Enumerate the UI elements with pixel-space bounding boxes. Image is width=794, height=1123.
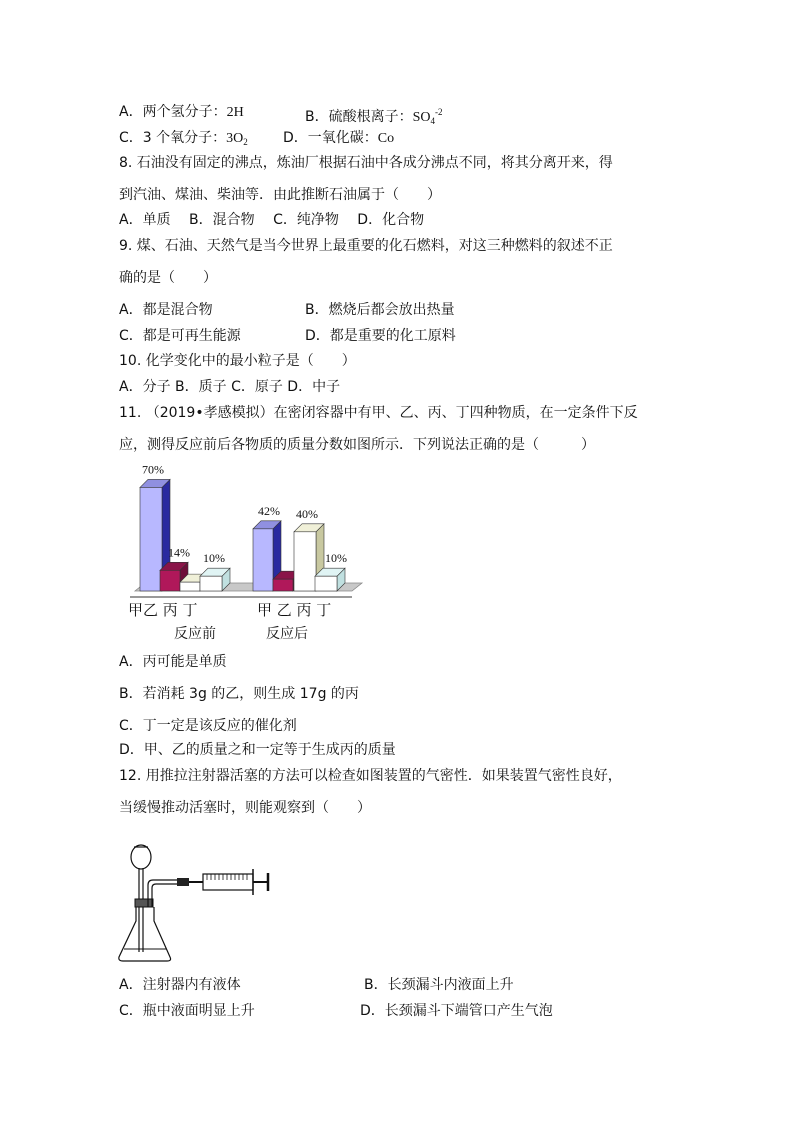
q7-option-a: A．两个氢分子：2H bbox=[119, 104, 244, 120]
q11-option-c: C．丁一定是该反应的催化剂 bbox=[119, 718, 297, 734]
q9-option-b: B．燃烧后都会放出热量 bbox=[305, 302, 455, 318]
rubber-connector bbox=[177, 878, 189, 886]
q11-option-d: D．甲、乙的质量之和一定等于生成丙的质量 bbox=[119, 742, 396, 758]
bar-g2-ding bbox=[315, 576, 337, 591]
q7-option-d: D．一氧化碳：Co bbox=[283, 130, 395, 146]
data-label-g1-ding: 10% bbox=[203, 551, 225, 566]
bar-g1-ding bbox=[200, 576, 222, 591]
q9-option-c: C．都是可再生能源 bbox=[119, 328, 241, 344]
q9-option-a: A．都是混合物 bbox=[119, 302, 213, 318]
q9-stem-line1: 9. 煤、石油、天然气是当今世界上最重要的化石燃料，对这三种燃料的叙述不正 bbox=[119, 238, 613, 254]
q11-option-a: A．丙可能是单质 bbox=[119, 654, 227, 670]
bar-g1-bing bbox=[180, 582, 200, 591]
chart-group1-name: 反应前 bbox=[174, 626, 216, 642]
bar-g1-jia bbox=[140, 487, 162, 591]
chart-group1-category-labels: 甲乙 丙 丁 bbox=[128, 601, 198, 619]
q7-option-c: C．3 个氧分子：$3O_2$ bbox=[119, 130, 248, 147]
q7-option-b: B．硫酸根离子：$SO_4^{-2}$ bbox=[305, 107, 443, 126]
data-label-g1-yi: 14% bbox=[168, 545, 190, 560]
bar-g2-jia bbox=[253, 529, 273, 591]
q12-option-c: C．瓶中液面明显上升 bbox=[119, 1003, 255, 1019]
chart-group2-name: 反应后 bbox=[266, 626, 308, 642]
q12-stem-line1: 12. 用推拉注射器活塞的方法可以检查如图装置的气密性．如果装置气密性良好， bbox=[119, 768, 622, 784]
q11-stem-line2: 应，测得反应前后各物质的质量分数如图所示．下列说法正确的是（ ） bbox=[119, 437, 595, 453]
data-label-g2-ding: 10% bbox=[325, 551, 347, 566]
data-label-g2-bing: 40% bbox=[296, 506, 318, 521]
syringe-barrel bbox=[203, 874, 253, 890]
rubber-stopper bbox=[135, 899, 153, 907]
data-label-g1-jia: 70% bbox=[142, 462, 164, 477]
chart-group2-category-labels: 甲 乙 丙 丁 bbox=[257, 601, 332, 619]
q8-stem-line2: 到汽油、煤油、柴油等．由此推断石油属于（ ） bbox=[119, 187, 441, 203]
conical-flask bbox=[119, 907, 171, 961]
q8-stem-line1: 8. 石油没有固定的沸点，炼油厂根据石油中各成分沸点不同，将其分离开来，得 bbox=[119, 155, 613, 171]
apparatus-diagram bbox=[115, 835, 285, 965]
delivery-tube-inner bbox=[152, 884, 177, 907]
bar-g1-yi bbox=[160, 570, 180, 591]
q11-stem-line1: 11. （2019•孝感模拟）在密闭容器中有甲、乙、丙、丁四种物质，在一定条件下反 bbox=[119, 405, 638, 421]
q12-option-a: A．注射器内有液体 bbox=[119, 977, 241, 993]
bar-g2-yi bbox=[273, 579, 293, 591]
q11-option-b: B．若消耗 3g 的乙，则生成 17g 的丙 bbox=[119, 686, 359, 702]
q8-options: A．单质 B．混合物 C．纯净物 D．化合物 bbox=[119, 212, 425, 228]
q9-option-d: D．都是重要的化工原料 bbox=[305, 328, 456, 344]
funnel-bulb bbox=[131, 845, 151, 869]
bar-g2-bing bbox=[294, 532, 316, 591]
q10-options: A．分子 B．质子 C．原子 D．中子 bbox=[119, 379, 341, 395]
q12-option-d: D．长颈漏斗下端管口产生气泡 bbox=[360, 1003, 553, 1019]
q12-option-b: B．长颈漏斗内液面上升 bbox=[364, 977, 514, 993]
q10-stem: 10. 化学变化中的最小粒子是（ ） bbox=[119, 353, 356, 369]
q12-stem-line2: 当缓慢推动活塞时，则能观察到（ ） bbox=[119, 800, 371, 816]
data-label-g2-jia: 42% bbox=[258, 503, 280, 518]
q9-stem-line2: 确的是（ ） bbox=[119, 270, 217, 286]
